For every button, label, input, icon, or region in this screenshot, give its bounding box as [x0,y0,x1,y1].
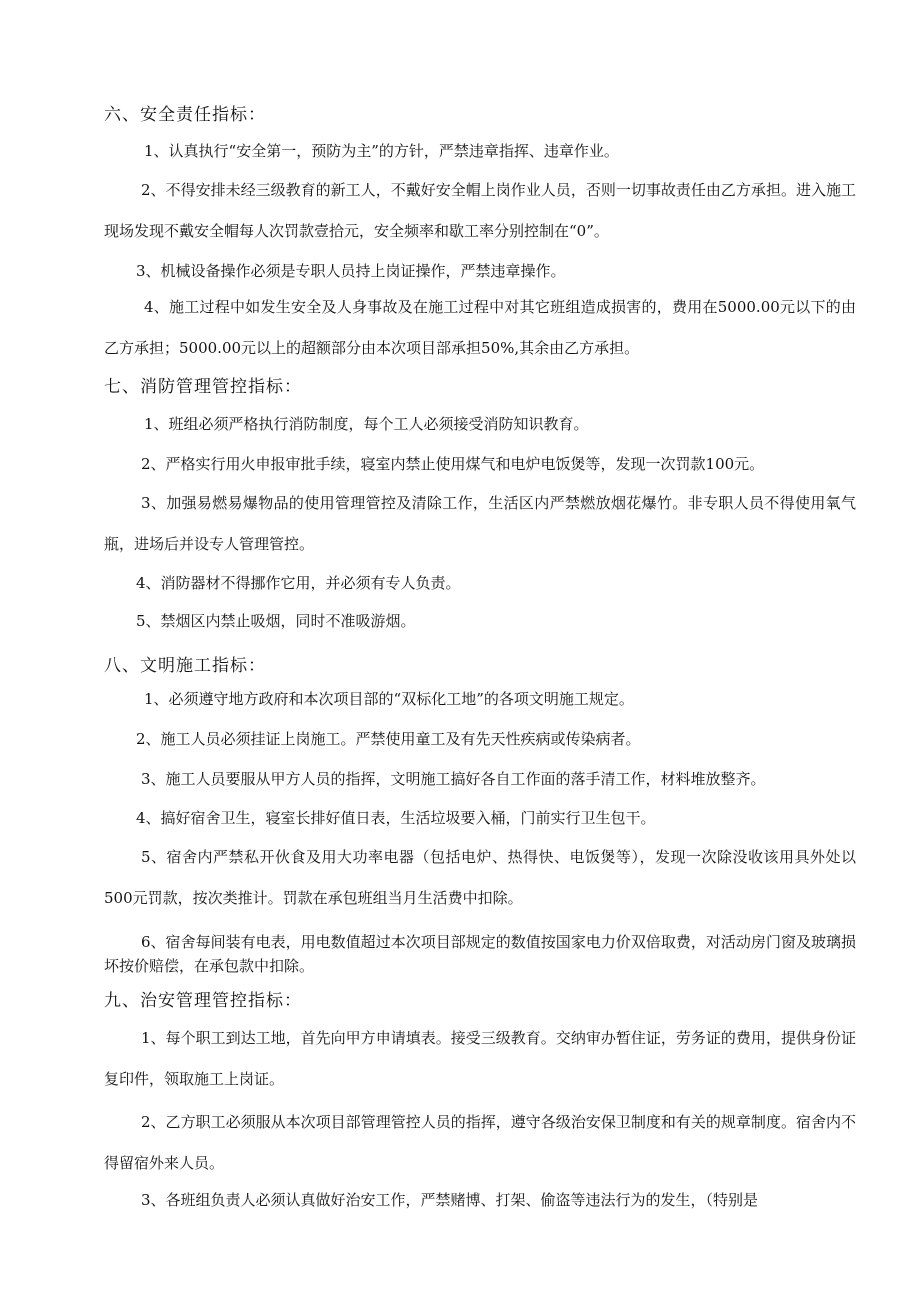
paragraph-fire-3: 3、加强易燃易爆物品的使用管理管控及清除工作，生活区内严禁燃放烟花爆竹。非专职人员不得使用氧气瓶，进场后并设专人管理管控。 [104,494,856,553]
paragraph-safety-3: 3、机械设备操作必须是专职人员持上岗证操作，严禁违章操作。 [136,262,566,280]
paragraph-civilized-6: 6、宿舍每间装有电表，用电数值超过本次项目部规定的数值按国家电力价双倍取费，对活动房门窗及玻璃损坏按价赔偿，在承包款中扣除。 [104,933,856,975]
paragraph-security-2: 2、乙方职工必须服从本次项目部管理管控人员的指挥，遵守各级治安保卫制度和有关的规章制度。宿舍内不得留宿外来人员。 [104,1113,856,1172]
paragraph-safety-4: 4、施工过程中如发生安全及人身事故及在施工过程中对其它班组造成损害的，费用在5000.00元以下的由乙方承担；5000.00元以上的超额部分由本次项目部承担50%,其余由乙方承担。 [104,298,856,357]
section-heading-security: 九、治安管理管控指标： [104,991,302,1011]
section-heading-safety: 六、安全责任指标： [104,105,266,125]
section-heading-fire: 七、消防管理管控指标： [104,377,302,397]
paragraph-civilized-4: 4、搞好宿舍卫生，寝室长排好值日表，生活垃圾要入桶，门前实行卫生包干。 [136,809,656,827]
paragraph-civilized-2: 2、施工人员必须挂证上岗施工。严禁使用童工及有先天性疾病或传染病者。 [136,730,641,748]
paragraph-security-3: 3、各班组负责人必须认真做好治安工作，严禁赌博、打架、偷盗等违法行为的发生，（特别是 [141,1191,759,1209]
paragraph-fire-1: 1、班组必须严格执行消防制度，每个工人必须接受消防知识教育。 [144,415,589,433]
paragraph-civilized-1: 1、必须遵守地方政府和本次项目部的“双标化工地”的各项文明施工规定。 [144,690,634,708]
paragraph-safety-1: 1、认真执行“安全第一，预防为主”的方针，严禁违章指挥、违章作业。 [144,142,619,160]
paragraph-safety-2: 2、不得安排未经三级教育的新工人，不戴好安全帽上岗作业人员，否则一切事故责任由乙方承担。进入施工现场发现不戴安全帽每人次罚款壹拾元，安全频率和歇工率分别控制在“0”。 [104,181,856,240]
paragraph-fire-2: 2、严格实行用火申报审批手续，寝室内禁止使用煤气和电炉电饭煲等，发现一次罚款100元。 [141,455,765,473]
section-heading-civilized: 八、文明施工指标： [104,656,266,676]
paragraph-security-1: 1、每个职工到达工地，首先向甲方申请填表。接受三级教育。交纳审办暂住证，劳务证的费用，提供身份证复印件，领取施工上岗证。 [104,1029,856,1088]
paragraph-fire-4: 4、消防器材不得挪作它用，并必须有专人负责。 [136,574,461,592]
paragraph-fire-5: 5、禁烟区内禁止吸烟，同时不准吸游烟。 [136,612,416,630]
paragraph-civilized-5: 5、宿舍内严禁私开伙食及用大功率电器（包括电炉、热得快、电饭煲等），发现一次除没收该用具外处以500元罚款，按次类推计。罚款在承包班组当月生活费中扣除。 [104,848,856,907]
paragraph-civilized-3: 3、施工人员要服从甲方人员的指挥，文明施工搞好各自工作面的落手清工作，材料堆放整齐。 [141,770,766,788]
